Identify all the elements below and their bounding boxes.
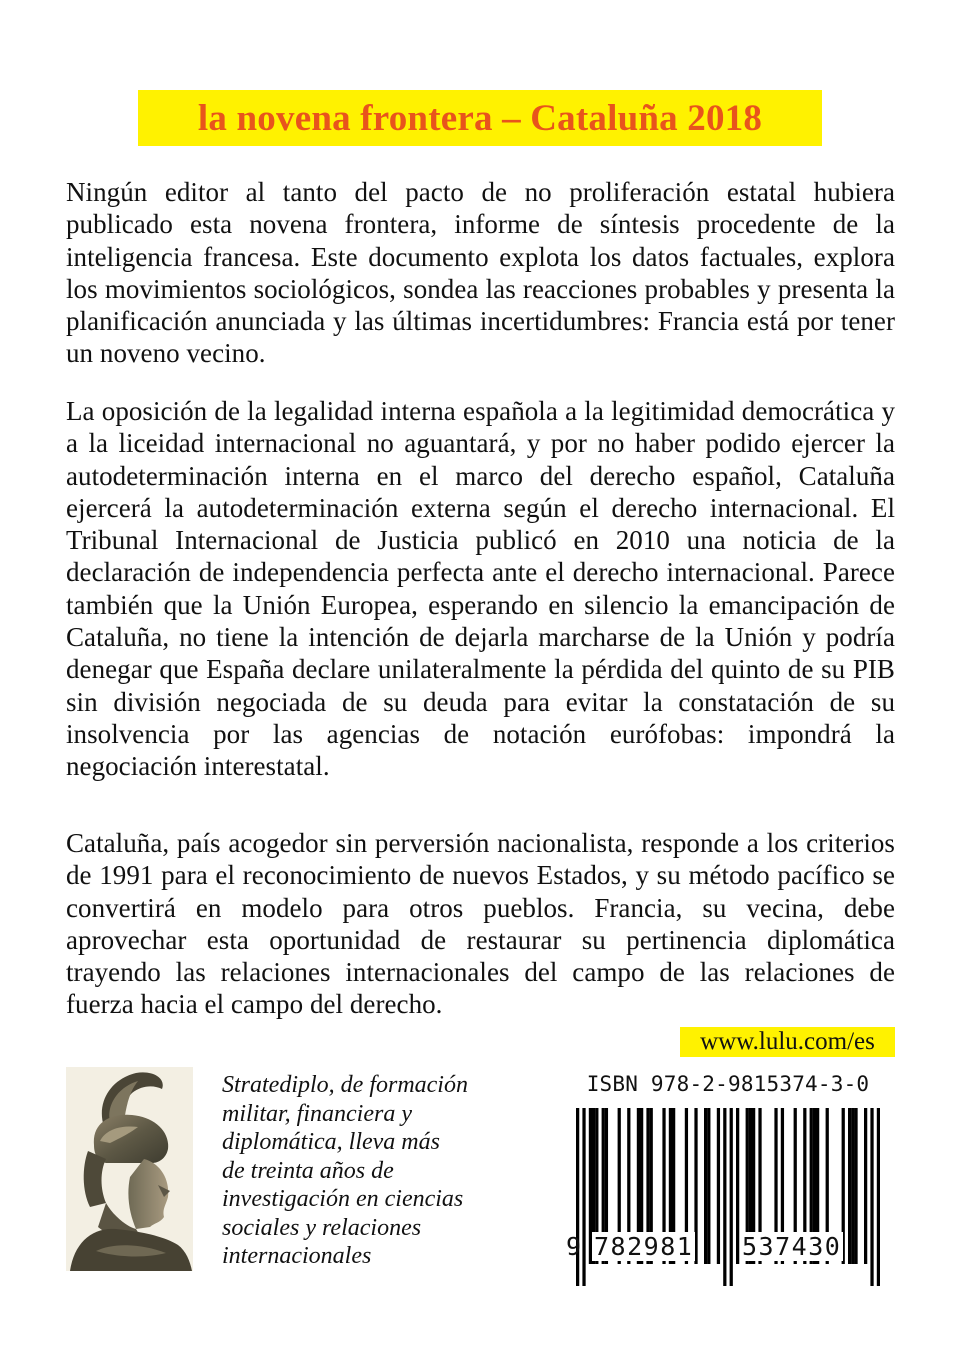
book-title: la novena frontera – Cataluña 2018 [197, 97, 763, 139]
ean-right-group: 537430 [742, 1232, 842, 1261]
ean-first-digit: 9 [566, 1232, 582, 1261]
publisher-url-banner [680, 1027, 895, 1057]
blurb-paragraph-3: Cataluña, país acogedor sin perversión nacionalista, responde a los criterios de 1991 para el reconocimiento de nuevos Estados, y su método pacífico se convertirá en modelo para otros pueblos. Francia, su vecina, debe aprovechar esta oportunidad de restaurar su pertinencia diplomática trayendo las relaciones internacionales del campo de las relaciones de fuerza hacia el campo del derecho. [66, 828, 895, 1020]
title-banner [138, 90, 822, 146]
author-portrait [66, 1067, 193, 1271]
isbn-number: ISBN 978-2-9815374-3-0 [586, 1072, 870, 1096]
isbn-barcode-block [560, 1072, 896, 1286]
ean-digits-row [560, 1232, 896, 1262]
helmeted-bust-portrait-icon [66, 1067, 193, 1271]
author-bio: Stratediplo, de formación militar, financiera y diplomática, lleva más de treinta años de investigación en ciencias sociales y relaciones internacionales [222, 1072, 468, 1269]
publisher-url: www.lulu.com/es [700, 1028, 875, 1055]
blurb-paragraph-2: La oposición de la legalidad interna española a la legitimidad democrática y a la liceidad internacional no aguantará, y por no haber podido ejercer la autodeterminación interna en el marco del derecho español, Cataluña ejercerá la autodeterminación externa según el derecho internacional. El Tribunal Internacional de Justicia publicó en 2010 una noticia de la declaración de independencia perfecta ante el derecho internacional. Parece también que la Unión Europea, esperando en silencio la emancipación de Cataluña, no tiene la intención de dejarla marcharse de la Unión y podría denegar que España declare unilateralmente la pérdida del quinto de su PIB sin división negociada de su deuda para evitar la constatación de su insolvencia por las agencias de notación eurófobas: impondrá la negociación interestatal. [66, 396, 895, 782]
ean-left-group: 782981 [594, 1232, 694, 1261]
blurb-paragraph-1: Ningún editor al tanto del pacto de no proliferación estatal hubiera publicado esta novena frontera, informe de síntesis procedente de la inteligencia francesa. Este documento explota los datos factuales, explora los movimientos sociológicos, sondea las reacciones probables y presenta la planificación anunciada y las últimas incertidumbres: Francia está por tener un noveno vecino. [66, 177, 895, 369]
